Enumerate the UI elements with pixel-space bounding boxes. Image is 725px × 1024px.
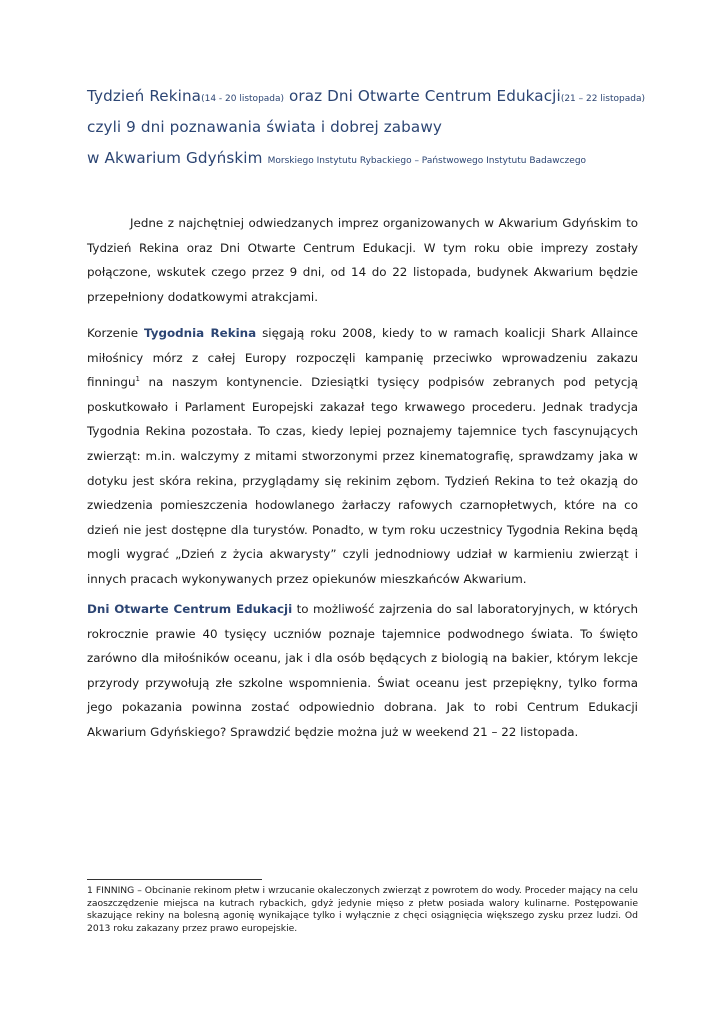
footnote-text: Obcinanie rekinom płetw i wrzucanie okaleczonych zwierząt z powrotem do wody. Proceder mający na celu zaoszczędzenie miejsca na kutrach rybackich, gdyż jedynie mięso z płetw posiada walory kulinarne. Postępowanie skazujące rekiny na bolesną agonię wynikające tylko i wyłącznie z chęci osiągnięcia większego zysku przez ludzi. Od 2013 roku zakazany przez prawo europejskie. — [87, 885, 638, 934]
title-shark-week-dates: (14 - 20 listopada) — [201, 94, 285, 104]
title-line-2 — [87, 117, 442, 136]
title-shark-week: Tydzień Rekina — [87, 87, 202, 105]
footnote-term: FINNING – — [92, 885, 145, 896]
paragraph-shark-week-prefix: Korzenie — [87, 326, 144, 340]
title-subtitle: czyli 9 dni poznawania świata i dobrej zabawy — [87, 118, 442, 136]
title-line-3 — [87, 148, 586, 167]
paragraph-open-days-text: to możliwość zajrzenia do sal laboratoryjnych, w których rokrocznie prawie 40 tysięcy uczniów poznaje tajemnice podwodnego świata. To święto zarówno dla miłośników oceanu, jak i dla osób będących z biologią na bakier, którym lekcje przyrody przywołują złe szkolne wspomnienia. Świat oceanu jest przepiękny, tylko forma jego pokazania powinna zostać odpowiednio dobrana. Jak to robi Centrum Edukacji Akwarium Gdyńskiego? Sprawdzić będzie można już w weekend 21 – 22 listopada. — [87, 602, 638, 739]
paragraph-shark-week — [87, 321, 638, 592]
paragraph-intro: Jedne z najchętniej odwiedzanych imprez organizowanych w Akwarium Gdyńskim to Tydzień Rekina oraz Dni Otwarte Centrum Edukacji. W tym roku obie imprezy zostały połączone, wskutek czego przez 9 dni, od 14 do 22 listopada, budynek Akwarium będzie przepełniony dodatkowymi atrakcjami. — [87, 216, 638, 304]
open-days-lead: Dni Otwarte Centrum Edukacji — [87, 602, 293, 616]
paragraph-shark-week-text-a: sięgają roku 2008, kiedy to w ramach koalicji Shark Allaince miłośnicy mórz z całej Europy rozpoczęli kampanię przeciwko wprowadzeniu zakazu finningu — [87, 326, 638, 390]
title-open-days-dates: (21 – 22 listopada) — [560, 94, 646, 104]
footnote — [87, 885, 638, 935]
paragraph-open-days — [87, 597, 638, 745]
footnote-divider — [87, 879, 262, 880]
title-location: w Akwarium Gdyńskim — [87, 149, 263, 167]
shark-week-lead: Tygodnia Rekina — [144, 326, 257, 340]
title-open-days: oraz Dni Otwarte Centrum Edukacji — [284, 87, 561, 105]
title-line-1 — [87, 86, 645, 105]
title-institute: Morskiego Instytutu Rybackiego – Państwowego Instytutu Badawczego — [267, 156, 587, 166]
footnote-number: 1 — [87, 885, 93, 896]
paragraph-shark-week-text-b: na naszym kontynencie. Dziesiątki tysięcy podpisów zebranych pod petycją poskutkowało i Parlament Europejski zakazał tego krwawego procederu. Jednak tradycja Tygodnia Rekina pozostała. To czas, kiedy lepiej poznajemy tajemnice tych fascynujących zwierząt: m.in. walczymy z mitami stworzonymi przez kinematografię, sprawdzamy jaka w dotyku jest skóra rekina, przyglądamy się rekinim zębom. Tydzień Rekina to też okazją do zwiedzenia pomieszczenia hodowlanego żarłaczy rafowych czarnopłetwych, które na co dzień nie jest dostępne dla turystów. Ponadto, w tym roku uczestnicy Tygodnia Rekina będą mogli wygrać „Dzień z życia akwarysty” czyli jednodniowy udział w karmieniu zwierząt i innych pracach wykonywanych przez opiekunów mieszkańców Akwarium. — [87, 375, 638, 586]
footnote-reference: 1 — [135, 375, 140, 384]
